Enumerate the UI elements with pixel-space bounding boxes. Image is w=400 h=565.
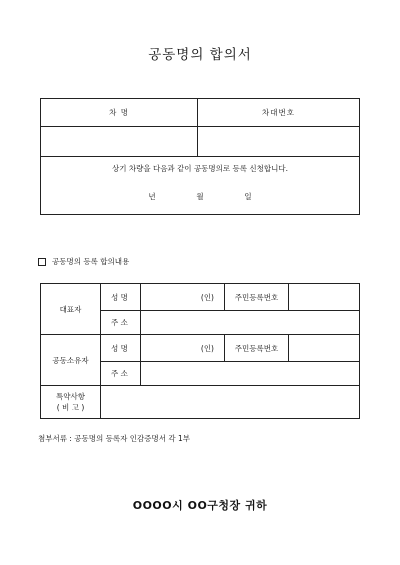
- co-reg-no-field[interactable]: [289, 335, 360, 362]
- co-address-label: 주 소: [101, 362, 141, 386]
- rep-name-label: 성 명: [101, 284, 141, 311]
- rep-reg-no-label: 주민등록번호: [225, 284, 289, 311]
- co-address-field[interactable]: [141, 362, 360, 386]
- date-month: 월: [196, 192, 204, 201]
- statement-text: 상기 차량을 다음과 같이 공동명의로 등록 신청합니다.: [111, 164, 289, 173]
- vehicle-name-header: 차 명: [41, 99, 198, 127]
- co-owner-label: 공동소유자: [41, 335, 101, 386]
- section-title: 공동명의 등록 합의내용: [52, 257, 130, 266]
- co-reg-no-label: 주민등록번호: [225, 335, 289, 362]
- section-heading: [38, 256, 129, 267]
- vehicle-name-cell[interactable]: [41, 127, 198, 157]
- co-name-label: 성 명: [101, 335, 141, 362]
- remarks-text: ( 비 고 ): [56, 403, 85, 412]
- addressee: OOOO시 OO구청장 귀하: [132, 499, 268, 512]
- co-seal-mark[interactable]: (인): [141, 335, 225, 362]
- attachment-note: 첨부서류 : 공동명의 등록자 인감증명서 각 1부: [38, 434, 191, 443]
- rep-seal-mark[interactable]: (인): [141, 284, 225, 311]
- date-year: 년: [148, 192, 156, 201]
- representative-label: 대표자: [41, 284, 101, 335]
- rep-reg-no-field[interactable]: [289, 284, 360, 311]
- date-day: 일: [244, 192, 252, 201]
- special-terms-field[interactable]: [101, 386, 360, 419]
- rep-address-label: 주 소: [101, 311, 141, 335]
- special-terms-text: 특약사항: [56, 392, 85, 401]
- statement-cell: [41, 157, 360, 215]
- date-line: [41, 191, 359, 202]
- vehicle-number-cell[interactable]: [198, 127, 360, 157]
- party-table: [40, 283, 360, 419]
- vehicle-table: [40, 98, 360, 215]
- checkbox-icon: [38, 258, 46, 266]
- vehicle-number-header: 차대번호: [198, 99, 360, 127]
- document-title: 공동명의 합의서: [148, 47, 252, 63]
- special-terms-label: [41, 386, 101, 419]
- rep-address-field[interactable]: [141, 311, 360, 335]
